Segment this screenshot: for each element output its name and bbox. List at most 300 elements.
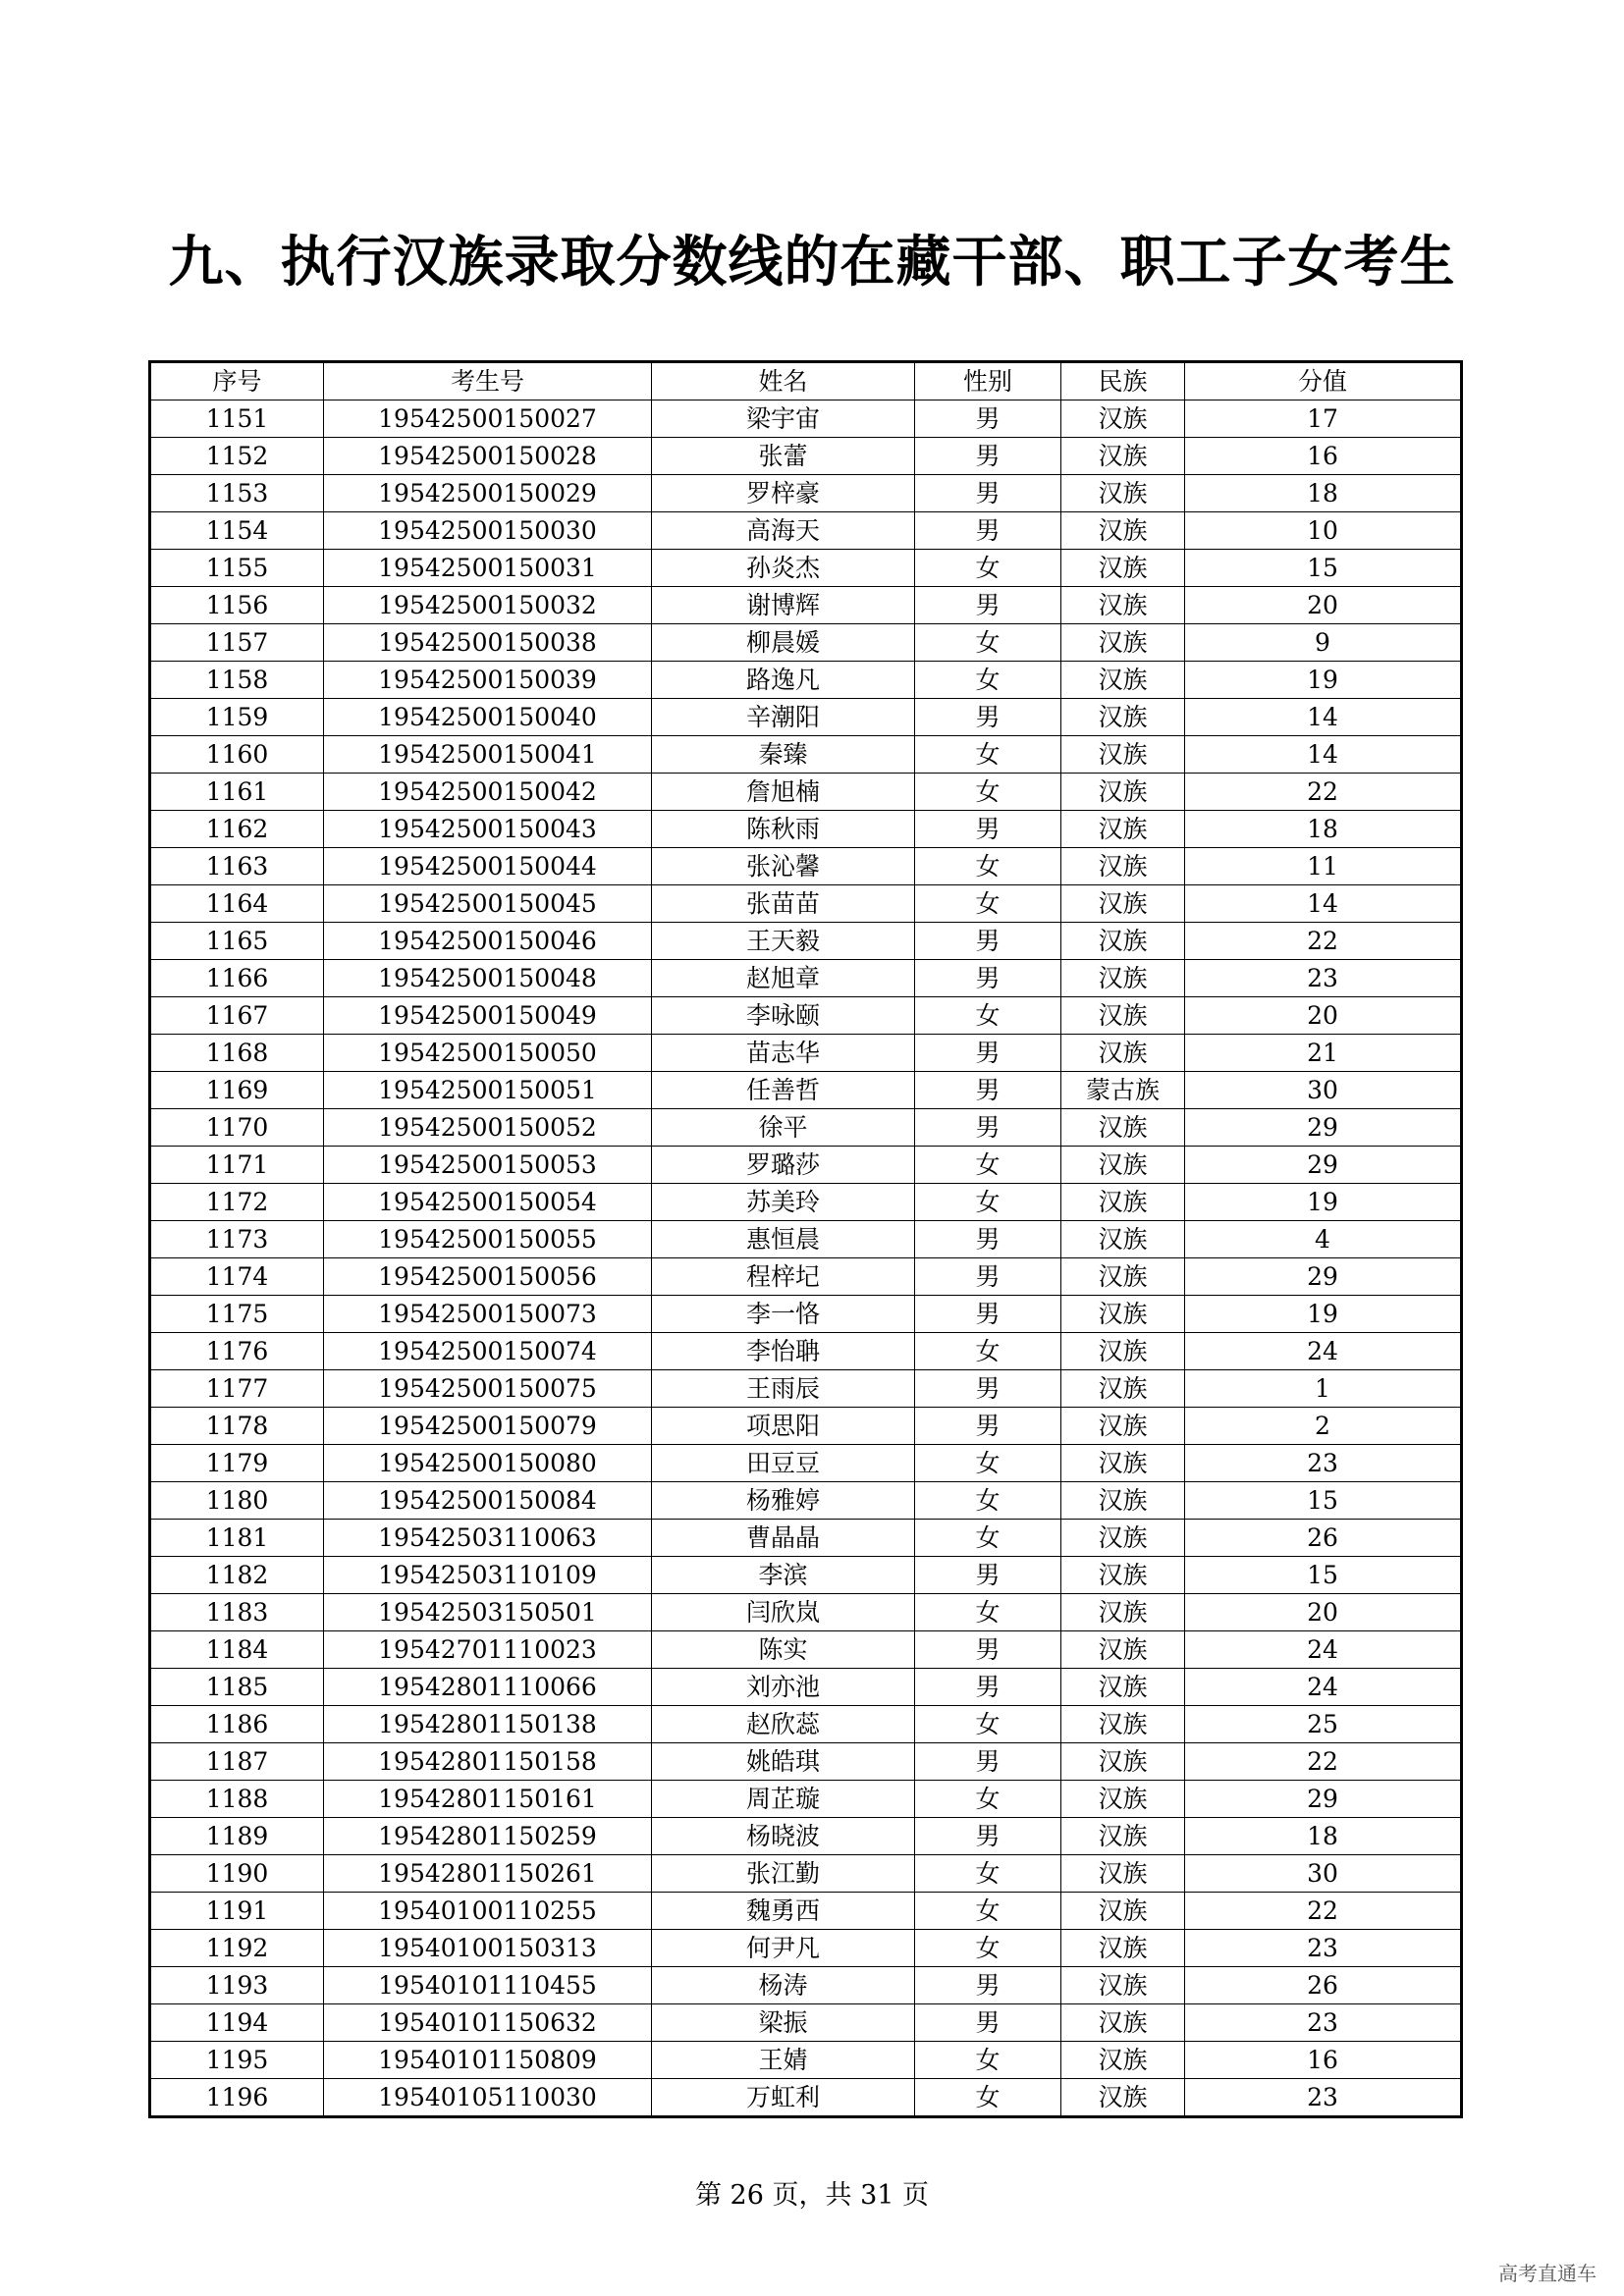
cell-ethnicity: 汉族 (1061, 662, 1185, 699)
cell-name: 魏勇西 (652, 1893, 915, 1930)
page-footer: 第 26 页，共 31 页 (694, 2180, 930, 2211)
cell-name: 梁宇宙 (652, 400, 915, 438)
cell-gender: 女 (915, 1855, 1061, 1893)
cell-score: 22 (1185, 774, 1462, 811)
cell-score: 24 (1185, 1631, 1462, 1669)
cell-gender: 男 (915, 587, 1061, 624)
cell-seq: 1152 (150, 438, 324, 475)
cell-ethnicity: 汉族 (1061, 1296, 1185, 1333)
cell-name: 杨涛 (652, 1967, 915, 2004)
cell-gender: 男 (915, 400, 1061, 438)
cell-seq: 1170 (150, 1109, 324, 1147)
table-row (150, 1743, 1462, 1781)
header-score: 分值 (1185, 362, 1462, 400)
cell-exam-id: 19542500150031 (324, 550, 652, 587)
cell-name: 李怡聃 (652, 1333, 915, 1370)
table-row (150, 774, 1462, 811)
cell-name: 张蕾 (652, 438, 915, 475)
table-row (150, 624, 1462, 662)
cell-gender: 女 (915, 1482, 1061, 1520)
table-row (150, 1482, 1462, 1520)
cell-seq: 1176 (150, 1333, 324, 1370)
cell-name: 辛潮阳 (652, 699, 915, 736)
cell-score: 29 (1185, 1109, 1462, 1147)
cell-gender: 男 (915, 1743, 1061, 1781)
cell-score: 14 (1185, 736, 1462, 774)
cell-ethnicity: 汉族 (1061, 475, 1185, 512)
cell-ethnicity: 汉族 (1061, 1930, 1185, 1967)
cell-ethnicity: 汉族 (1061, 1408, 1185, 1445)
cell-seq: 1187 (150, 1743, 324, 1781)
cell-seq: 1177 (150, 1370, 324, 1408)
cell-name: 苏美玲 (652, 1184, 915, 1221)
cell-gender: 女 (915, 1333, 1061, 1370)
cell-exam-id: 19542500150029 (324, 475, 652, 512)
cell-seq: 1153 (150, 475, 324, 512)
cell-gender: 男 (915, 1109, 1061, 1147)
cell-gender: 女 (915, 1706, 1061, 1743)
cell-ethnicity: 汉族 (1061, 1109, 1185, 1147)
table-row (150, 1147, 1462, 1184)
header-exam-id: 考生号 (324, 362, 652, 400)
table-row (150, 1818, 1462, 1855)
cell-score: 18 (1185, 1818, 1462, 1855)
cell-seq: 1173 (150, 1221, 324, 1258)
table-row (150, 1706, 1462, 1743)
cell-score: 1 (1185, 1370, 1462, 1408)
cell-ethnicity: 汉族 (1061, 587, 1185, 624)
cell-score: 22 (1185, 1893, 1462, 1930)
cell-exam-id: 19542500150038 (324, 624, 652, 662)
table-row (150, 848, 1462, 885)
cell-score: 29 (1185, 1258, 1462, 1296)
cell-exam-id: 19542500150041 (324, 736, 652, 774)
cell-gender: 男 (915, 1818, 1061, 1855)
cell-exam-id: 19542500150046 (324, 923, 652, 960)
table-row (150, 699, 1462, 736)
cell-score: 20 (1185, 587, 1462, 624)
cell-ethnicity: 汉族 (1061, 774, 1185, 811)
cell-exam-id: 19542500150079 (324, 1408, 652, 1445)
cell-seq: 1196 (150, 2079, 324, 2117)
cell-gender: 男 (915, 1967, 1061, 2004)
cell-seq: 1164 (150, 885, 324, 923)
cell-ethnicity: 汉族 (1061, 438, 1185, 475)
cell-exam-id: 19542500150043 (324, 811, 652, 848)
cell-score: 29 (1185, 1781, 1462, 1818)
cell-ethnicity: 汉族 (1061, 1818, 1185, 1855)
cell-score: 19 (1185, 1184, 1462, 1221)
table-row (150, 587, 1462, 624)
cell-seq: 1172 (150, 1184, 324, 1221)
cell-score: 22 (1185, 923, 1462, 960)
cell-score: 18 (1185, 475, 1462, 512)
cell-ethnicity: 汉族 (1061, 1893, 1185, 1930)
cell-exam-id: 19542500150055 (324, 1221, 652, 1258)
table-row (150, 1557, 1462, 1594)
cell-name: 闫欣岚 (652, 1594, 915, 1631)
cell-score: 23 (1185, 2079, 1462, 2117)
cell-seq: 1159 (150, 699, 324, 736)
cell-seq: 1184 (150, 1631, 324, 1669)
cell-exam-id: 19542500150051 (324, 1072, 652, 1109)
cell-seq: 1162 (150, 811, 324, 848)
table-row (150, 1631, 1462, 1669)
table-row (150, 885, 1462, 923)
table-row (150, 1967, 1462, 2004)
cell-gender: 男 (915, 512, 1061, 550)
cell-seq: 1157 (150, 624, 324, 662)
cell-name: 高海天 (652, 512, 915, 550)
header-seq: 序号 (150, 362, 324, 400)
cell-name: 李一恪 (652, 1296, 915, 1333)
cell-name: 路逸凡 (652, 662, 915, 699)
table-row (150, 2042, 1462, 2079)
cell-ethnicity: 汉族 (1061, 1184, 1185, 1221)
cell-seq: 1160 (150, 736, 324, 774)
cell-score: 26 (1185, 1520, 1462, 1557)
cell-seq: 1165 (150, 923, 324, 960)
cell-score: 21 (1185, 1035, 1462, 1072)
cell-ethnicity: 汉族 (1061, 1594, 1185, 1631)
cell-name: 姚皓琪 (652, 1743, 915, 1781)
cell-seq: 1167 (150, 997, 324, 1035)
cell-gender: 男 (915, 1296, 1061, 1333)
table-row (150, 2004, 1462, 2042)
cell-gender: 女 (915, 1184, 1061, 1221)
cell-score: 9 (1185, 624, 1462, 662)
cell-score: 19 (1185, 1296, 1462, 1333)
cell-ethnicity: 汉族 (1061, 1221, 1185, 1258)
cell-exam-id: 19542503150501 (324, 1594, 652, 1631)
cell-exam-id: 19542500150048 (324, 960, 652, 997)
cell-seq: 1169 (150, 1072, 324, 1109)
cell-gender: 男 (915, 960, 1061, 997)
cell-ethnicity: 汉族 (1061, 2042, 1185, 2079)
cell-exam-id: 19542500150032 (324, 587, 652, 624)
cell-name: 张沁馨 (652, 848, 915, 885)
table-row (150, 1258, 1462, 1296)
cell-score: 18 (1185, 811, 1462, 848)
cell-ethnicity: 汉族 (1061, 885, 1185, 923)
cell-ethnicity: 汉族 (1061, 2004, 1185, 2042)
cell-exam-id: 19542500150042 (324, 774, 652, 811)
cell-ethnicity: 汉族 (1061, 1147, 1185, 1184)
table-row (150, 2079, 1462, 2117)
page-title: 九、执行汉族录取分数线的在藏干部、职工子女考生 (168, 231, 1456, 294)
cell-score: 23 (1185, 1445, 1462, 1482)
cell-name: 张江勤 (652, 1855, 915, 1893)
cell-seq: 1166 (150, 960, 324, 997)
cell-name: 赵旭章 (652, 960, 915, 997)
cell-name: 惠恒晨 (652, 1221, 915, 1258)
cell-seq: 1185 (150, 1669, 324, 1706)
cell-score: 22 (1185, 1743, 1462, 1781)
cell-gender: 女 (915, 997, 1061, 1035)
header-name: 姓名 (652, 362, 915, 400)
cell-score: 4 (1185, 1221, 1462, 1258)
cell-name: 李滨 (652, 1557, 915, 1594)
cell-ethnicity: 汉族 (1061, 811, 1185, 848)
cell-score: 25 (1185, 1706, 1462, 1743)
cell-seq: 1151 (150, 400, 324, 438)
cell-score: 17 (1185, 400, 1462, 438)
cell-gender: 男 (915, 1370, 1061, 1408)
cell-gender: 男 (915, 1072, 1061, 1109)
cell-name: 曹晶晶 (652, 1520, 915, 1557)
cell-exam-id: 19542500150073 (324, 1296, 652, 1333)
cell-gender: 女 (915, 774, 1061, 811)
cell-exam-id: 19542500150027 (324, 400, 652, 438)
table-row (150, 960, 1462, 997)
table-row (150, 736, 1462, 774)
cell-name: 苗志华 (652, 1035, 915, 1072)
cell-exam-id: 19542500150044 (324, 848, 652, 885)
cell-gender: 女 (915, 736, 1061, 774)
cell-exam-id: 19540101150809 (324, 2042, 652, 2079)
cell-exam-id: 19540101150632 (324, 2004, 652, 2042)
header-gender: 性别 (915, 362, 1061, 400)
cell-exam-id: 19542500150075 (324, 1370, 652, 1408)
cell-score: 24 (1185, 1333, 1462, 1370)
cell-exam-id: 19542500150052 (324, 1109, 652, 1147)
table-row (150, 1893, 1462, 1930)
cell-name: 谢博辉 (652, 587, 915, 624)
table-row (150, 662, 1462, 699)
table-row (150, 1035, 1462, 1072)
cell-gender: 女 (915, 2042, 1061, 2079)
cell-gender: 男 (915, 1035, 1061, 1072)
cell-score: 19 (1185, 662, 1462, 699)
cell-gender: 男 (915, 1221, 1061, 1258)
cell-ethnicity: 汉族 (1061, 997, 1185, 1035)
cell-name: 任善哲 (652, 1072, 915, 1109)
cell-score: 10 (1185, 512, 1462, 550)
cell-exam-id: 19542500150040 (324, 699, 652, 736)
cell-ethnicity: 汉族 (1061, 400, 1185, 438)
cell-gender: 男 (915, 1557, 1061, 1594)
cell-score: 20 (1185, 997, 1462, 1035)
cell-exam-id: 19540100150313 (324, 1930, 652, 1967)
table-row (150, 475, 1462, 512)
cell-score: 23 (1185, 2004, 1462, 2042)
cell-name: 秦臻 (652, 736, 915, 774)
cell-exam-id: 19542500150056 (324, 1258, 652, 1296)
cell-seq: 1186 (150, 1706, 324, 1743)
cell-score: 15 (1185, 1557, 1462, 1594)
cell-name: 王婧 (652, 2042, 915, 2079)
cell-gender: 男 (915, 699, 1061, 736)
table-row (150, 1370, 1462, 1408)
cell-exam-id: 19540101110455 (324, 1967, 652, 2004)
cell-name: 项思阳 (652, 1408, 915, 1445)
cell-ethnicity: 汉族 (1061, 1855, 1185, 1893)
cell-gender: 男 (915, 811, 1061, 848)
table-row (150, 1184, 1462, 1221)
cell-seq: 1155 (150, 550, 324, 587)
cell-gender: 女 (915, 848, 1061, 885)
cell-gender: 女 (915, 1893, 1061, 1930)
cell-seq: 1190 (150, 1855, 324, 1893)
cell-gender: 男 (915, 475, 1061, 512)
cell-seq: 1174 (150, 1258, 324, 1296)
cell-exam-id: 19542801150158 (324, 1743, 652, 1781)
cell-exam-id: 19542500150053 (324, 1147, 652, 1184)
table-row (150, 997, 1462, 1035)
cell-score: 14 (1185, 699, 1462, 736)
cell-exam-id: 19540105110030 (324, 2079, 652, 2117)
cell-gender: 男 (915, 2004, 1061, 2042)
cell-score: 15 (1185, 1482, 1462, 1520)
cell-name: 陈秋雨 (652, 811, 915, 848)
cell-gender: 女 (915, 1594, 1061, 1631)
table-header-row (150, 362, 1462, 400)
cell-exam-id: 19542500150074 (324, 1333, 652, 1370)
cell-exam-id: 19542500150084 (324, 1482, 652, 1520)
cell-exam-id: 19542500150050 (324, 1035, 652, 1072)
cell-ethnicity: 汉族 (1061, 1781, 1185, 1818)
cell-gender: 女 (915, 624, 1061, 662)
cell-gender: 女 (915, 662, 1061, 699)
cell-ethnicity: 汉族 (1061, 1669, 1185, 1706)
cell-gender: 男 (915, 438, 1061, 475)
cell-seq: 1182 (150, 1557, 324, 1594)
cell-exam-id: 19542500150049 (324, 997, 652, 1035)
cell-seq: 1179 (150, 1445, 324, 1482)
cell-name: 罗璐莎 (652, 1147, 915, 1184)
cell-name: 陈实 (652, 1631, 915, 1669)
cell-seq: 1189 (150, 1818, 324, 1855)
cell-gender: 女 (915, 885, 1061, 923)
cell-ethnicity: 汉族 (1061, 960, 1185, 997)
cell-gender: 男 (915, 1408, 1061, 1445)
cell-ethnicity: 汉族 (1061, 1258, 1185, 1296)
cell-gender: 女 (915, 1781, 1061, 1818)
cell-exam-id: 19542801150138 (324, 1706, 652, 1743)
cell-seq: 1188 (150, 1781, 324, 1818)
cell-exam-id: 19542503110109 (324, 1557, 652, 1594)
cell-seq: 1158 (150, 662, 324, 699)
table-row (150, 1109, 1462, 1147)
cell-name: 王天毅 (652, 923, 915, 960)
table-row (150, 1669, 1462, 1706)
cell-gender: 女 (915, 1930, 1061, 1967)
cell-ethnicity: 汉族 (1061, 2079, 1185, 2117)
table-row (150, 1333, 1462, 1370)
cell-exam-id: 19542801150261 (324, 1855, 652, 1893)
cell-score: 24 (1185, 1669, 1462, 1706)
cell-exam-id: 19542500150054 (324, 1184, 652, 1221)
cell-exam-id: 19542500150039 (324, 662, 652, 699)
cell-seq: 1180 (150, 1482, 324, 1520)
cell-name: 徐平 (652, 1109, 915, 1147)
cell-ethnicity: 汉族 (1061, 1706, 1185, 1743)
cell-seq: 1183 (150, 1594, 324, 1631)
cell-seq: 1163 (150, 848, 324, 885)
cell-name: 刘亦池 (652, 1669, 915, 1706)
cell-gender: 女 (915, 2079, 1061, 2117)
cell-seq: 1193 (150, 1967, 324, 2004)
cell-name: 梁振 (652, 2004, 915, 2042)
table-row (150, 811, 1462, 848)
cell-score: 23 (1185, 1930, 1462, 1967)
cell-gender: 女 (915, 1445, 1061, 1482)
cell-seq: 1181 (150, 1520, 324, 1557)
cell-exam-id: 19542500150080 (324, 1445, 652, 1482)
cell-seq: 1195 (150, 2042, 324, 2079)
cell-ethnicity: 汉族 (1061, 512, 1185, 550)
cell-name: 杨晓波 (652, 1818, 915, 1855)
cell-seq: 1156 (150, 587, 324, 624)
cell-name: 杨雅婷 (652, 1482, 915, 1520)
cell-score: 20 (1185, 1594, 1462, 1631)
cell-name: 孙炎杰 (652, 550, 915, 587)
table-row (150, 1408, 1462, 1445)
cell-ethnicity: 汉族 (1061, 1631, 1185, 1669)
cell-name: 王雨辰 (652, 1370, 915, 1408)
cell-score: 16 (1185, 2042, 1462, 2079)
cell-ethnicity: 汉族 (1061, 848, 1185, 885)
cell-ethnicity: 汉族 (1061, 550, 1185, 587)
cell-exam-id: 19542500150045 (324, 885, 652, 923)
cell-ethnicity: 汉族 (1061, 1743, 1185, 1781)
cell-score: 15 (1185, 550, 1462, 587)
cell-score: 11 (1185, 848, 1462, 885)
cell-ethnicity: 汉族 (1061, 1445, 1185, 1482)
cell-gender: 女 (915, 550, 1061, 587)
cell-exam-id: 19542801110066 (324, 1669, 652, 1706)
cell-ethnicity: 汉族 (1061, 1333, 1185, 1370)
cell-gender: 男 (915, 923, 1061, 960)
cell-exam-id: 19540100110255 (324, 1893, 652, 1930)
table-row (150, 550, 1462, 587)
cell-name: 周芷璇 (652, 1781, 915, 1818)
cell-name: 赵欣蕊 (652, 1706, 915, 1743)
cell-seq: 1175 (150, 1296, 324, 1333)
cell-ethnicity: 蒙古族 (1061, 1072, 1185, 1109)
cell-name: 何尹凡 (652, 1930, 915, 1967)
cell-seq: 1168 (150, 1035, 324, 1072)
cell-gender: 男 (915, 1258, 1061, 1296)
cell-name: 张苗苗 (652, 885, 915, 923)
header-ethnicity: 民族 (1061, 362, 1185, 400)
cell-exam-id: 19542500150030 (324, 512, 652, 550)
cell-name: 柳晨媛 (652, 624, 915, 662)
cell-ethnicity: 汉族 (1061, 699, 1185, 736)
cell-seq: 1191 (150, 1893, 324, 1930)
cell-seq: 1178 (150, 1408, 324, 1445)
cell-exam-id: 19542503110063 (324, 1520, 652, 1557)
cell-exam-id: 19542500150028 (324, 438, 652, 475)
cell-name: 万虹利 (652, 2079, 915, 2117)
cell-name: 田豆豆 (652, 1445, 915, 1482)
cell-seq: 1161 (150, 774, 324, 811)
cell-score: 2 (1185, 1408, 1462, 1445)
cell-score: 30 (1185, 1855, 1462, 1893)
table-row (150, 1296, 1462, 1333)
cell-score: 29 (1185, 1147, 1462, 1184)
table-row (150, 512, 1462, 550)
cell-name: 李咏颐 (652, 997, 915, 1035)
cell-gender: 女 (915, 1520, 1061, 1557)
table-row (150, 923, 1462, 960)
cell-seq: 1192 (150, 1930, 324, 1967)
table-row (150, 1221, 1462, 1258)
cell-ethnicity: 汉族 (1061, 736, 1185, 774)
cell-score: 14 (1185, 885, 1462, 923)
table-row (150, 1930, 1462, 1967)
cell-ethnicity: 汉族 (1061, 1967, 1185, 2004)
